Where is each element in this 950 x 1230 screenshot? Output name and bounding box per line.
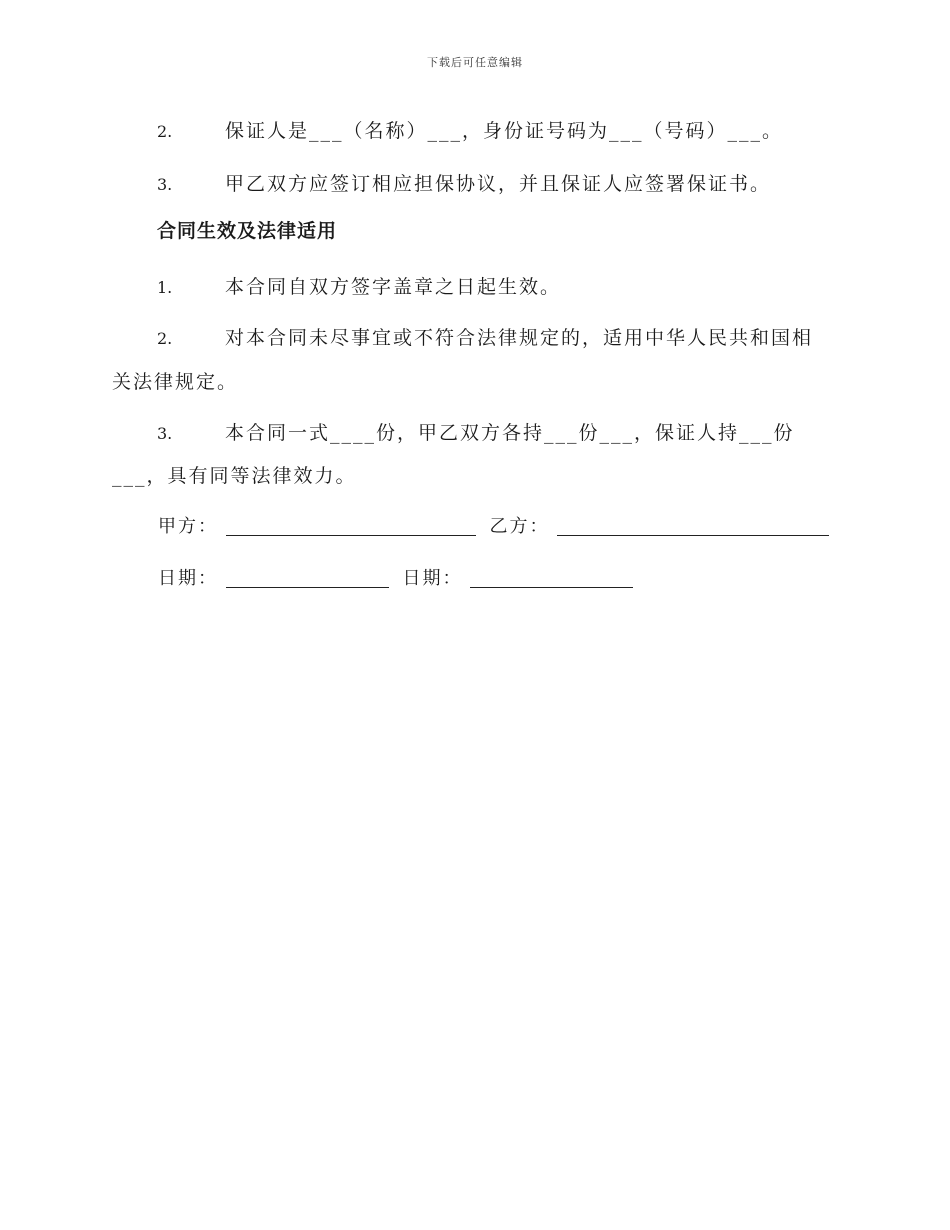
clause-number: 1.	[157, 278, 173, 297]
clause-guarantor-identity	[157, 116, 783, 143]
clause-applicable-law	[157, 323, 813, 350]
clause-effective-date	[157, 272, 561, 299]
clause-copies-continued: ___，具有同等法律效力。	[112, 465, 357, 487]
date-b-blank	[470, 567, 633, 588]
party-a-signature-blank	[226, 515, 476, 536]
clause-text: 本合同一式____份，甲乙双方各持___份___，保证人持___份	[225, 422, 795, 444]
clause-number: 2.	[157, 329, 173, 348]
clause-number: 2.	[157, 122, 173, 141]
clause-copies	[157, 418, 795, 445]
date-b-label: 日期：	[402, 568, 463, 589]
party-b-label: 乙方：	[489, 516, 550, 537]
clause-text: 甲乙双方应签订相应担保协议，并且保证人应签署保证书。	[225, 173, 772, 195]
clause-number: 3.	[157, 175, 173, 194]
signature-row	[158, 512, 829, 538]
clause-applicable-law-continued: 关法律规定。	[112, 371, 239, 393]
date-a-blank	[226, 567, 389, 588]
clause-text: 本合同自双方签字盖章之日起生效。	[225, 276, 562, 298]
party-b-signature-blank	[557, 515, 829, 536]
clause-text: 保证人是___（名称）___，身份证号码为___（号码）___。	[225, 120, 784, 142]
clause-number: 3.	[157, 424, 173, 443]
date-row	[158, 564, 633, 590]
page-header-note: 下载后可任意编辑	[427, 56, 523, 69]
date-a-label: 日期：	[158, 568, 218, 589]
section-heading-effectiveness: 合同生效及法律适用	[157, 220, 338, 242]
clause-text: 对本合同未尽事宜或不符合法律规定的，适用中华人民共和国相	[225, 327, 814, 349]
party-a-label: 甲方：	[158, 516, 218, 537]
clause-guarantee-agreement	[157, 169, 771, 196]
